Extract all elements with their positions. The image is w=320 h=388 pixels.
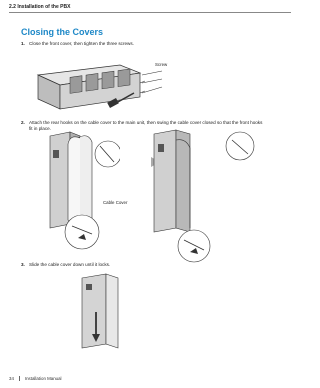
figure-cable-cover-closed [150, 128, 260, 263]
page-footer [9, 376, 62, 381]
step-text: Attach the rear hooks on the cable cover to the main unit, then swing the cable cover closed so that the front hooks fit in place. [29, 120, 263, 131]
step-number: 3. [21, 262, 25, 267]
cable-cover-label: Cable Cover [103, 200, 128, 205]
screw-label: Screw [155, 62, 168, 67]
document-name: Installation Manual [24, 376, 62, 381]
step-text: Slide the cable cover down until it locks. [29, 262, 111, 267]
step-text: Close the front cover, then tighten the three screws. [29, 41, 134, 46]
figure-attach-cable-cover [40, 130, 120, 260]
page-number: 34 [9, 376, 20, 381]
section-title: Closing the Covers [21, 27, 104, 37]
step-3 [21, 262, 264, 268]
figure-slide-cable-cover [80, 272, 140, 352]
step-1 [21, 41, 264, 47]
step-number: 1. [21, 41, 25, 46]
running-header: 2.2 Installation of the PBX [9, 4, 291, 13]
step-number: 2. [21, 120, 25, 125]
